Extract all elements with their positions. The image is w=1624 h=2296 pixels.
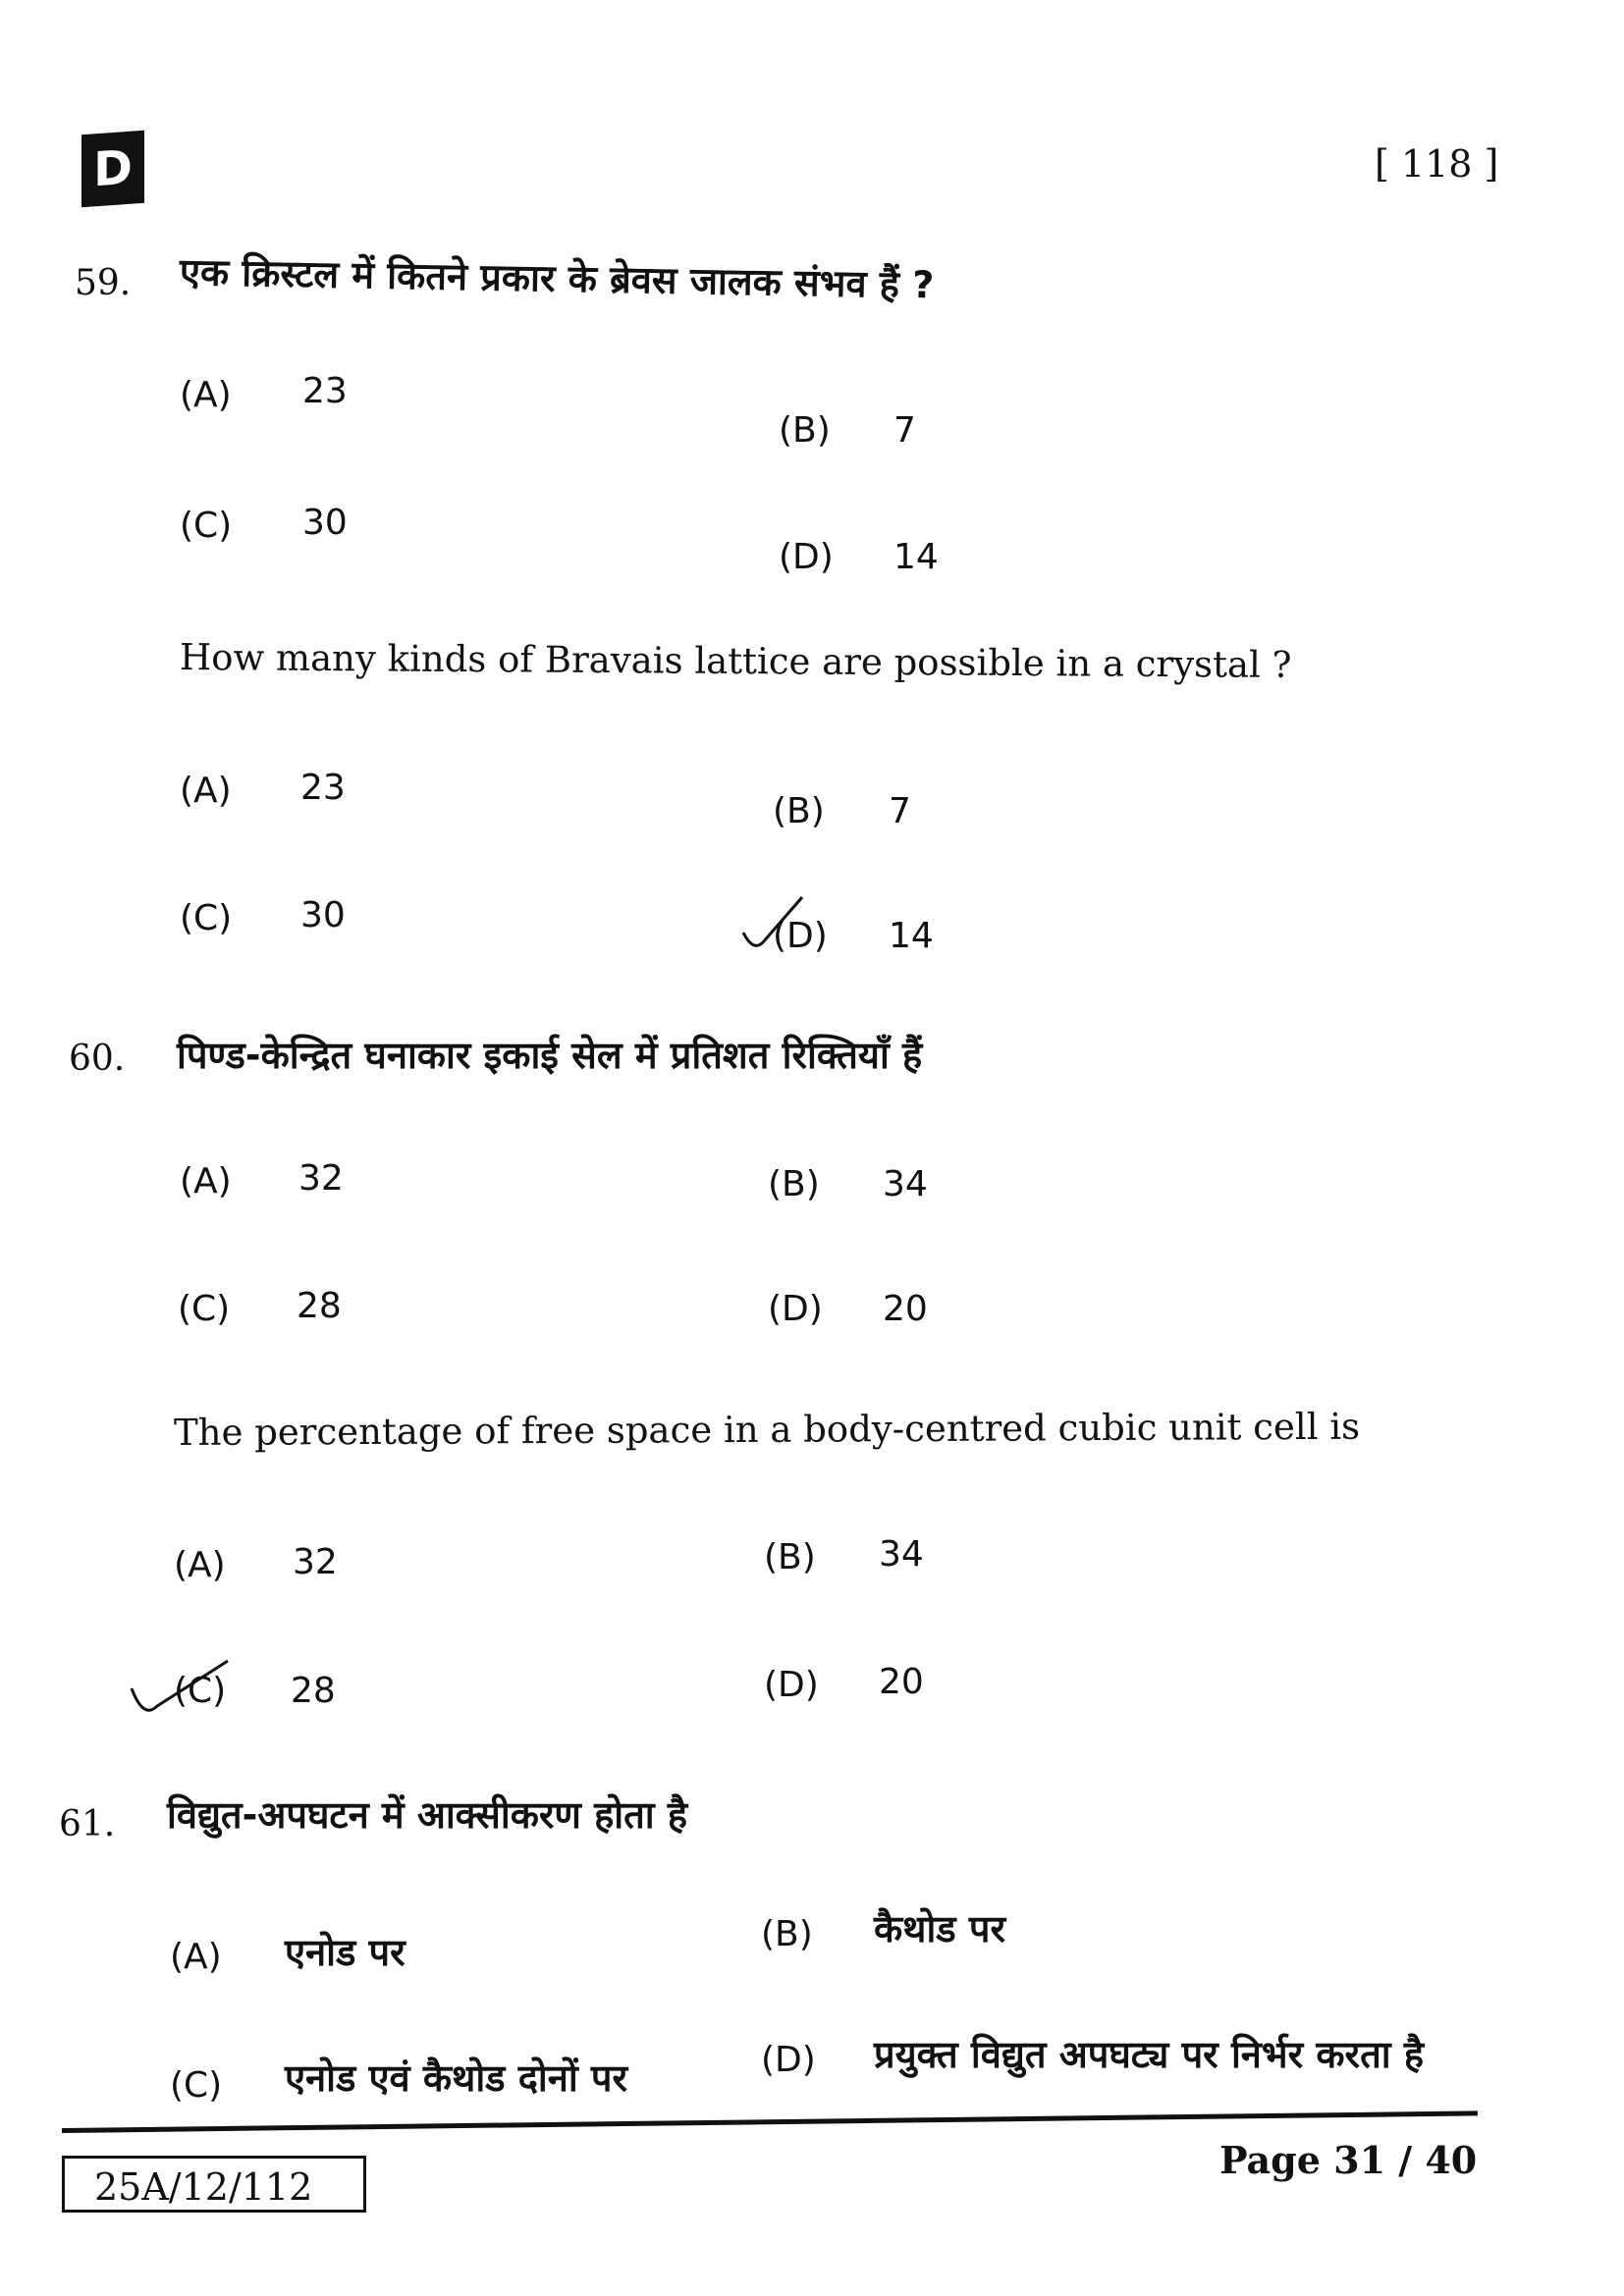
option-label: (B) — [779, 410, 831, 451]
set-badge: D — [81, 131, 144, 207]
option-label: (A) — [174, 1545, 226, 1585]
option-label: (C) — [174, 1671, 227, 1711]
option-label: (C) — [180, 506, 233, 546]
option-value: 20 — [879, 1662, 924, 1702]
option-label: (D) — [764, 1665, 819, 1705]
option-value: 34 — [879, 1534, 924, 1575]
option-label: (B) — [768, 1164, 820, 1204]
option-value: 30 — [300, 895, 346, 935]
option-label: (B) — [773, 791, 825, 831]
checkmark-icon — [130, 1659, 238, 1728]
option-value: 7 — [889, 791, 911, 831]
option-value: 28 — [291, 1671, 336, 1711]
page-reference: [ 118 ] — [1375, 142, 1499, 186]
option-value: 23 — [300, 768, 346, 808]
option-value: 32 — [298, 1158, 344, 1199]
question-text-english: How many kinds of Bravais lattice are possible in a crystal ? — [179, 636, 1292, 686]
question-text-hindi: विद्युत-अपघटन में आक्सीकरण होता है — [167, 1793, 688, 1837]
option-label: (A) — [180, 1161, 232, 1201]
option-label: (A) — [180, 771, 232, 811]
option-label: (B) — [761, 1914, 813, 1954]
option-value: प्रयुक्त विद्युत अपघट्य पर निर्भर करता है — [874, 2033, 1425, 2076]
option-value: 23 — [302, 371, 348, 411]
question-number: 61. — [59, 1804, 116, 1844]
option-value: 20 — [883, 1289, 928, 1329]
question-text-hindi: पिण्ड-केन्द्रित घनाकार इकाई सेल में प्रतिशत रिक्तियाँ हैं — [177, 1034, 923, 1077]
question-number: 59. — [75, 263, 132, 303]
option-value: 7 — [893, 410, 916, 451]
question-number: 60. — [69, 1039, 126, 1079]
question-text-hindi: एक क्रिस्टल में कितने प्रकार के ब्रेवस जालक संभव हैं ? — [179, 250, 935, 307]
option-label: (D) — [761, 2040, 816, 2080]
paper-code: 25A/12/112 — [62, 2156, 366, 2213]
option-value: एनोड एवं कैथोड दोनों पर — [285, 2056, 628, 2100]
option-value: 14 — [889, 916, 934, 956]
option-value: 32 — [293, 1542, 338, 1582]
option-label: (A) — [170, 1937, 222, 1977]
page-number: Page 31 / 40 — [1219, 2138, 1478, 2182]
option-label: (D) — [773, 916, 828, 956]
option-label: (D) — [779, 537, 834, 577]
option-value: 30 — [302, 503, 348, 543]
question-text-english: The percentage of free space in a body-centred cubic unit cell is — [173, 1405, 1361, 1454]
option-value: 14 — [893, 537, 939, 577]
option-label: (C) — [178, 1289, 231, 1329]
option-label: (C) — [180, 898, 233, 938]
option-label: (A) — [180, 375, 232, 415]
option-label: (B) — [764, 1537, 816, 1577]
option-value: कैथोड पर — [874, 1907, 1005, 1950]
footer-divider — [62, 2110, 1478, 2133]
option-label: (D) — [768, 1289, 823, 1329]
option-label: (C) — [170, 2065, 223, 2106]
option-value: एनोड पर — [285, 1931, 406, 1974]
option-value: 28 — [297, 1286, 342, 1326]
option-value: 34 — [883, 1164, 928, 1204]
checkmark-icon — [741, 895, 849, 954]
